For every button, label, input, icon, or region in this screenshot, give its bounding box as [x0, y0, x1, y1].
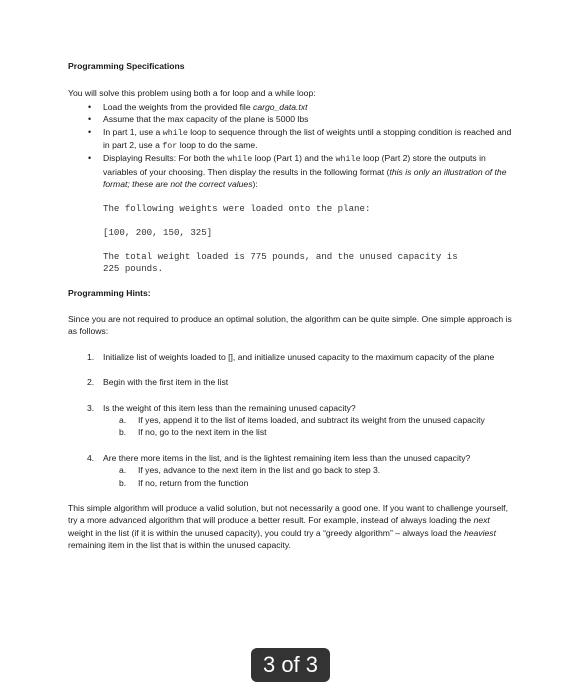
substep-item: a. If yes, advance to the next item in the list and go back to step 3. — [119, 465, 381, 476]
substep-list — [103, 464, 516, 489]
substep-item: b. If no, go to the next item in the list — [119, 427, 267, 438]
sample-output-line: [100, 200, 150, 325] — [103, 226, 213, 238]
closing-paragraph: This simple algorithm will produce a valid solution, but not necessarily a good one. If you want to challenge yourself, try a more advanced algorithm that will produce a better result. For example, instead of always loading the next weight in the list (if it is within the unused capacity), you could try a “greedy algorithm” – always load the heaviest remaining item in the list that is within the unused capacity. — [68, 502, 508, 551]
bullet-max-capacity: • Assume that the max capacity of the plane is 5000 lbs — [68, 113, 516, 125]
spec-bullet-list — [68, 101, 516, 191]
hints-intro: Since you are not required to produce an optimal solution, the algorithm can be quite simple. One simple approach is as follows: — [68, 313, 512, 337]
step-number: 1. — [87, 351, 95, 362]
code-keyword: while — [162, 127, 188, 138]
code-keyword: while — [335, 154, 361, 165]
filename: cargo_data.txt — [253, 101, 308, 112]
code-keyword: for — [162, 141, 178, 152]
bullet-load-weights: • Load the weights from the provided file cargo_data.txt — [68, 101, 516, 113]
spec-intro: You will solve this problem using both a for loop and a while loop: — [68, 88, 316, 99]
step-item: 4. Are there more items in the list, and is the lightest remaining item less than the unused capacity? a. If yes, advance to the next item in the list and go back to step 3. b. If no, return from the function — [68, 452, 516, 489]
sample-output — [103, 203, 516, 276]
bullet-loops: • In part 1, use a while loop to sequence through the list of weights until a stopping condition is reached and in part 2, use a for loop to do the same. — [68, 126, 516, 153]
substep-item: b. If no, return from the function — [119, 477, 249, 488]
step-number: 4. — [87, 452, 95, 463]
bullet-display-results: • Displaying Results: For both the while loop (Part 1) and the while loop (Part 2) store the outputs in variables of your choosing. Then display the results in the following format (this is only an illustration of the format; these are not the correct values): — [68, 152, 516, 190]
step-item: 2. Begin with the first item in the list — [87, 377, 229, 388]
step-item: 1. Initialize list of weights loaded to [], and initialize unused capacity to the maximum capacity of the plane — [87, 351, 495, 362]
sample-output-line: The following weights were loaded onto the plane: — [103, 202, 371, 214]
spec-heading: Programming Specifications — [68, 61, 185, 71]
page-indicator: 3 of 3 — [251, 648, 330, 682]
substep-item: a. If yes, append it to the list of items loaded, and subtract its weight from the unused capacity — [119, 414, 485, 425]
code-keyword: while — [227, 154, 253, 165]
step-number: 2. — [87, 377, 95, 388]
sample-output-line: The total weight loaded is 775 pounds, and the unused capacity is — [103, 251, 458, 263]
step-item: 3. Is the weight of this item less than the remaining unused capacity? a. If yes, append it to the list of items loaded, and subtract its weight from the unused capacity b. If no, go to the next item in the list — [68, 402, 516, 439]
substep-list — [103, 414, 516, 439]
sample-output-line: 225 pounds. — [103, 263, 164, 275]
document-page — [68, 60, 516, 552]
hints-heading: Programming Hints: — [68, 288, 151, 299]
step-number: 3. — [87, 402, 95, 413]
hints-steps — [68, 351, 516, 489]
